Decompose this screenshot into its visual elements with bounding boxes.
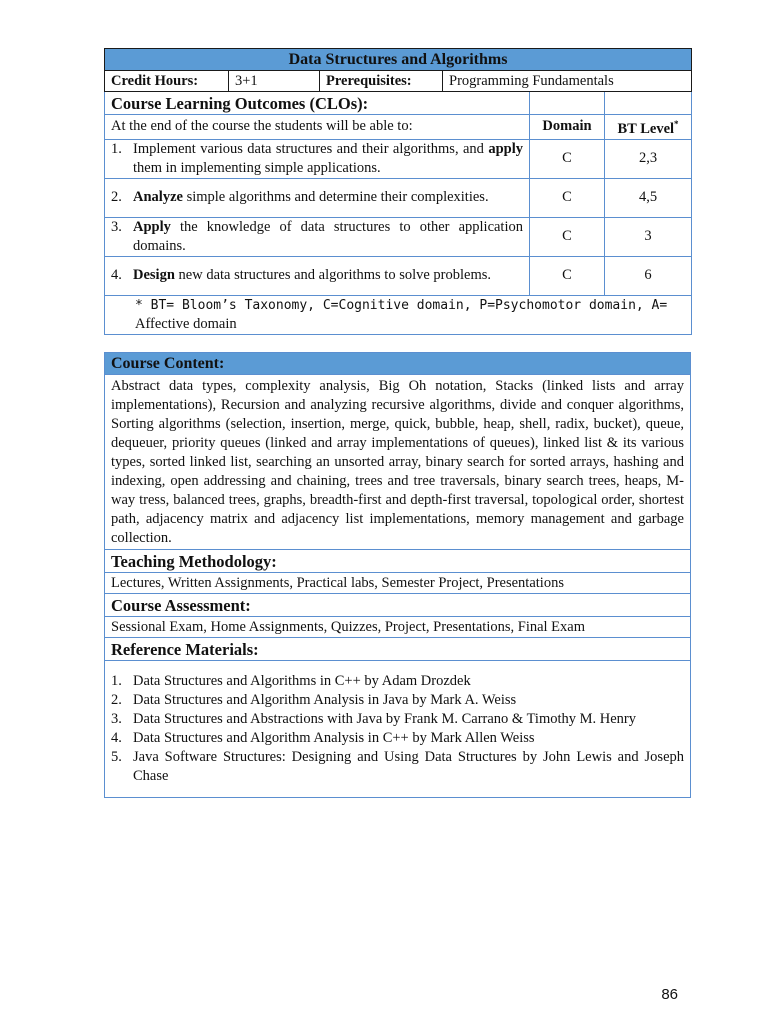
prerequisites-label: Prerequisites: [320, 71, 443, 92]
clo-row: 4. Design new data structures and algorithms to solve problems. C 6 [105, 256, 692, 295]
course-details-table [104, 352, 691, 798]
list-item: 1. Data Structures and Algorithms in C++ by Adam Drozdek [111, 673, 471, 689]
page-number: 86 [661, 986, 678, 1003]
clo-bt-level: 6 [605, 256, 692, 295]
clo-domain: C [530, 217, 605, 256]
clo-domain: C [530, 256, 605, 295]
teaching-methodology-text: Lectures, Written Assignments, Practical labs, Semester Project, Presentations [105, 573, 691, 594]
course-content-heading: Course Content: [105, 353, 691, 375]
credit-hours-label: Credit Hours: [105, 71, 229, 92]
list-item: 5. Java Software Structures: Designing and Using Data Structures by John Lewis and Joseph Chase [111, 749, 684, 784]
reference-materials-heading: Reference Materials: [105, 638, 691, 661]
list-item: 2. Data Structures and Algorithm Analysis in Java by Mark A. Weiss [111, 692, 517, 708]
clo-row: 2. Analyze simple algorithms and determine their complexities. C 4,5 [105, 178, 692, 217]
list-item: 4. Data Structures and Algorithm Analysis in C++ by Mark Allen Weiss [111, 730, 535, 746]
course-title: Data Structures and Algorithms [105, 49, 692, 71]
clo-intro: At the end of the course the students will be able to: [105, 115, 530, 140]
list-item: 3. Data Structures and Abstractions with Java by Frank M. Carrano & Timothy M. Henry [111, 711, 637, 727]
teaching-methodology-heading: Teaching Methodology: [105, 550, 691, 573]
prerequisites-value: Programming Fundamentals [443, 71, 692, 92]
clo-bt-level: 2,3 [605, 139, 692, 178]
course-assessment-heading: Course Assessment: [105, 594, 691, 617]
clo-row: 3. Apply the knowledge of data structures to other application domains. C 3 [105, 217, 692, 256]
clo-domain: C [530, 139, 605, 178]
credit-hours-value: 3+1 [229, 71, 320, 92]
clo-bt-level: 3 [605, 217, 692, 256]
reference-list [105, 661, 691, 798]
domain-header: Domain [530, 115, 605, 140]
bt-footnote: * BT= Bloom’s Taxonomy, C=Cognitive domain, P=Psychomotor domain, A= Affective domain [105, 295, 692, 334]
clo-row: 1. Implement various data structures and their algorithms, and apply them in implementing simple applications. C 2,3 [105, 139, 692, 178]
clo-heading: Course Learning Outcomes (CLOs): [105, 92, 530, 115]
course-info-table [104, 48, 692, 335]
clo-domain: C [530, 178, 605, 217]
clo-bt-level: 4,5 [605, 178, 692, 217]
course-content-text: Abstract data types, complexity analysis, Big Oh notation, Stacks (linked lists and array implementations), Recursion and analyzing recursive algorithms, divide and conquer algorithms, Sorting algorithms (selection, insertion, merge, quick, bubble, heap, shell, radix, bucket), queue, dequeuer, priority queues (linked and array implementations of queues), linked list & its various types, sorted linked list, searching an unsorted array, binary search for sorted arrays, hashing and indexing, open addressing and chaining, trees and tree traversals, binary search trees, heaps, M-way tress, balanced trees, graphs, breadth-first and depth-first traversal, topological order, shortest path, adjacency matrix and adjacency list implementations, memory management and garbage collection. [105, 375, 691, 550]
bt-level-header: BT Level* [605, 115, 692, 140]
course-assessment-text: Sessional Exam, Home Assignments, Quizzes, Project, Presentations, Final Exam [105, 617, 691, 638]
